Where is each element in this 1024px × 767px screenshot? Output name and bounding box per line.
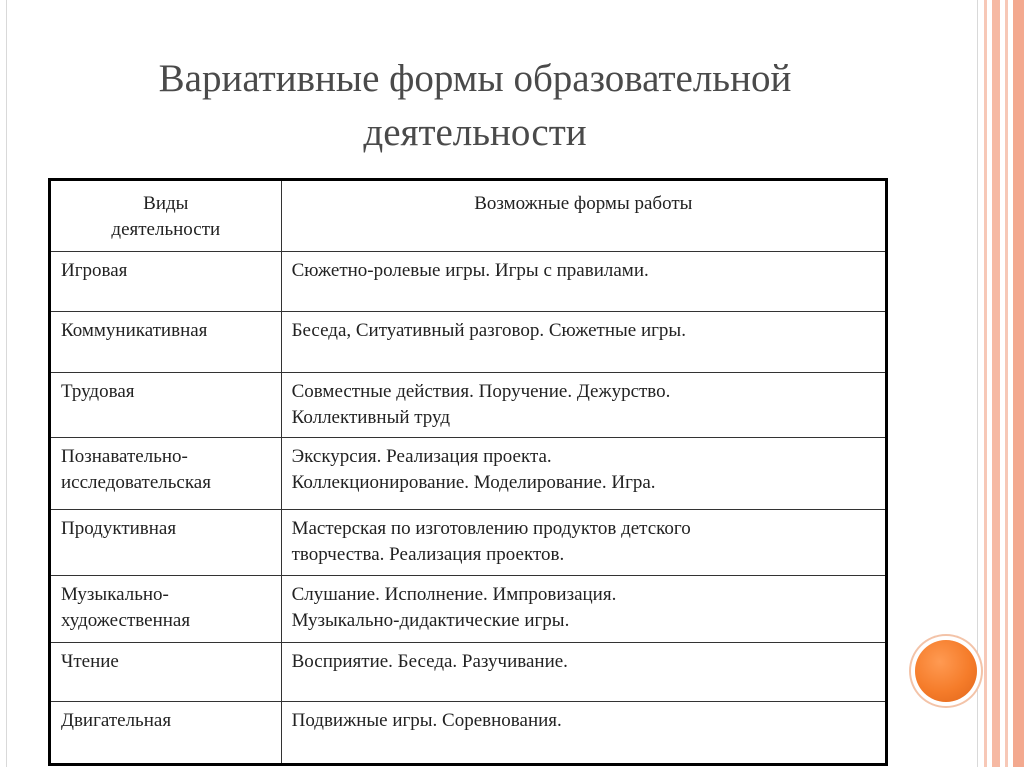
table-row (50, 373, 887, 438)
table-row (50, 643, 887, 702)
work-forms-cell (281, 576, 886, 643)
activity-type-cell (50, 252, 282, 312)
work-forms-line: Совместные действия. Поручение. Дежурство. (291, 381, 671, 402)
work-forms-line: Слушание. Исполнение. Импровизация. (291, 584, 617, 605)
activity-type-cell (50, 510, 282, 576)
work-forms-line: Мастерская по изготовлению продуктов детского (291, 518, 691, 539)
work-forms-line: Коллективный труд (291, 407, 451, 428)
activity-type: Чтение (61, 651, 119, 672)
work-forms-line: Сюжетно-ролевые игры. Игры с правилами. (291, 260, 649, 281)
stripe (1013, 0, 1024, 767)
work-forms-line: Коллекционирование. Моделирование. Игра. (291, 472, 656, 493)
header-work-forms (281, 180, 886, 252)
slide-title-line-2: деятельности (363, 111, 587, 154)
work-forms-cell (281, 643, 886, 702)
table-row (50, 576, 887, 643)
work-forms-cell (281, 510, 886, 576)
activity-type: исследовательская (61, 472, 211, 493)
table-row (50, 252, 887, 312)
activity-type: Трудовая (61, 381, 135, 402)
activity-type: художественная (61, 610, 191, 631)
work-forms-cell (281, 312, 886, 373)
activity-type: Музыкально- (61, 584, 169, 605)
header-activity-types-line-2: деятельности (111, 219, 221, 240)
stripe (1005, 0, 1008, 767)
decorative-orange-circle (915, 640, 977, 702)
activity-type-cell (50, 643, 282, 702)
table-header-row (50, 180, 887, 252)
table-row (50, 510, 887, 576)
activity-type: Двигательная (61, 710, 172, 731)
slide-title-line-1: Вариативные формы образовательной (158, 57, 792, 100)
work-forms-line: Подвижные игры. Соревнования. (291, 710, 562, 731)
work-forms-cell (281, 702, 886, 765)
activity-type: Коммуникативная (61, 320, 208, 341)
table-row (50, 312, 887, 373)
activity-type: Продуктивная (61, 518, 177, 539)
activity-type: Игровая (61, 260, 128, 281)
activity-type-cell (50, 576, 282, 643)
work-forms-cell (281, 373, 886, 438)
work-forms-line: Музыкально-дидактические игры. (291, 610, 570, 631)
activity-forms-table (48, 178, 888, 766)
decorative-stripes (984, 0, 1024, 767)
header-activity-types (50, 180, 282, 252)
header-activity-types-line-1: Виды (143, 193, 189, 214)
activity-type-cell (50, 702, 282, 765)
work-forms-line: Беседа, Ситуативный разговор. Сюжетные игры. (291, 320, 686, 341)
table-row (50, 702, 887, 765)
work-forms-line: творчества. Реализация проектов. (291, 544, 565, 565)
slide-title (40, 52, 910, 160)
work-forms-cell (281, 252, 886, 312)
work-forms-line: Экскурсия. Реализация проекта. (291, 446, 552, 467)
activity-type-cell (50, 373, 282, 438)
header-work-forms-label: Возможные формы работы (474, 193, 693, 214)
work-forms-line: Восприятие. Беседа. Разучивание. (291, 651, 568, 672)
work-forms-cell (281, 438, 886, 510)
activity-type: Познавательно- (61, 446, 188, 467)
table-row (50, 438, 887, 510)
activity-type-cell (50, 438, 282, 510)
activity-type-cell (50, 312, 282, 373)
stripe (984, 0, 987, 767)
stripe (992, 0, 1000, 767)
